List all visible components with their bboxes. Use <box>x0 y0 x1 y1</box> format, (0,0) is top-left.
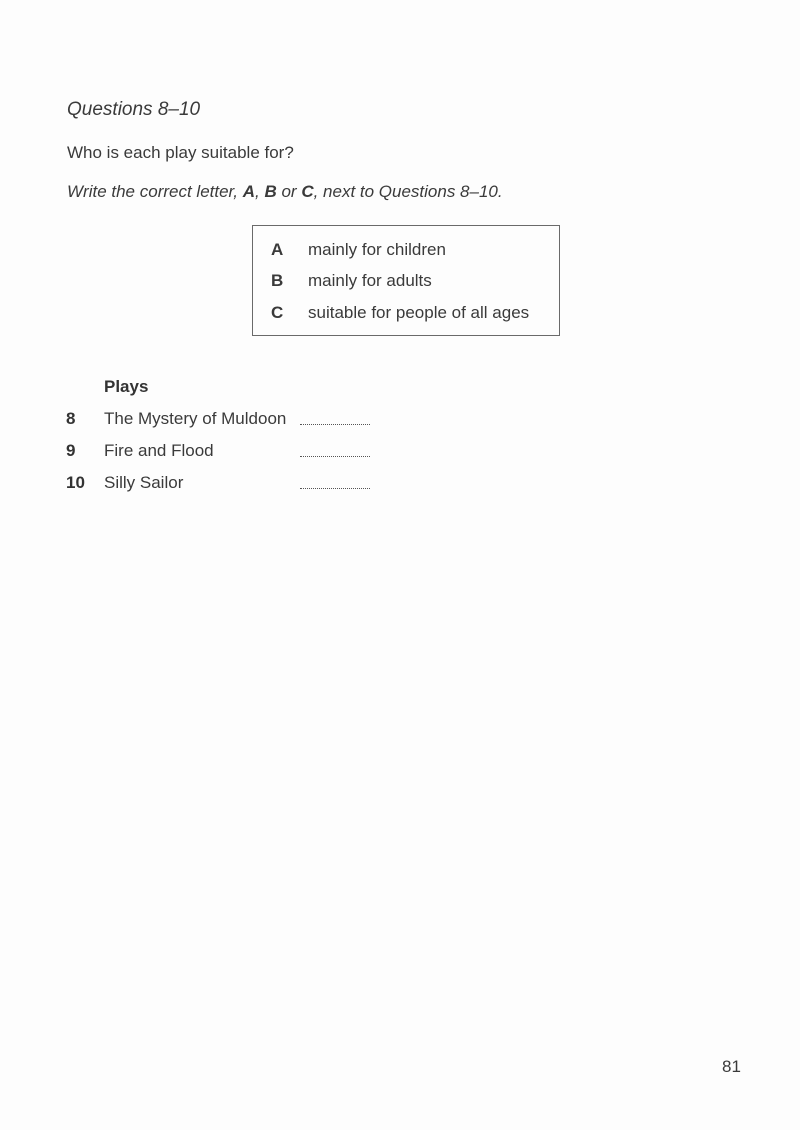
option-letter: A <box>271 240 284 259</box>
answer-blank-8[interactable] <box>300 424 370 425</box>
instruction-text <box>67 182 503 202</box>
answer-blank-9[interactable] <box>300 456 370 457</box>
play-title: Silly Sailor <box>104 473 184 492</box>
plays-heading: Plays <box>104 377 149 396</box>
page-number: 81 <box>722 1057 741 1076</box>
instruction-letter-c: C <box>301 182 314 201</box>
option-c <box>253 303 559 327</box>
option-a <box>253 240 559 264</box>
option-letter: B <box>271 271 284 290</box>
option-text: mainly for adults <box>308 271 432 290</box>
play-title: Fire and Flood <box>104 441 214 460</box>
question-text: Who is each play suitable for? <box>67 143 294 162</box>
instruction-letter-b: B <box>264 182 277 201</box>
play-item-8 <box>0 409 420 433</box>
answer-blank-10[interactable] <box>300 488 370 489</box>
instruction-prefix: Write the correct letter, <box>67 182 243 201</box>
play-item-10 <box>0 473 420 497</box>
instruction-suffix: , next to Questions 8–10. <box>313 182 503 201</box>
option-letter: C <box>271 303 284 322</box>
instruction-sep-1: , <box>255 182 265 201</box>
play-title: The Mystery of Muldoon <box>104 409 287 428</box>
option-b <box>253 271 559 295</box>
question-number: 9 <box>66 441 76 460</box>
question-number: 8 <box>66 409 76 428</box>
questions-heading: Questions 8–10 <box>67 99 201 120</box>
option-text: mainly for children <box>308 240 446 259</box>
question-number: 10 <box>66 473 85 492</box>
instruction-sep-2: or <box>276 182 302 201</box>
option-text: suitable for people of all ages <box>308 303 530 322</box>
play-item-9 <box>0 441 420 465</box>
instruction-letter-a: A <box>242 182 256 201</box>
options-box <box>252 225 560 336</box>
